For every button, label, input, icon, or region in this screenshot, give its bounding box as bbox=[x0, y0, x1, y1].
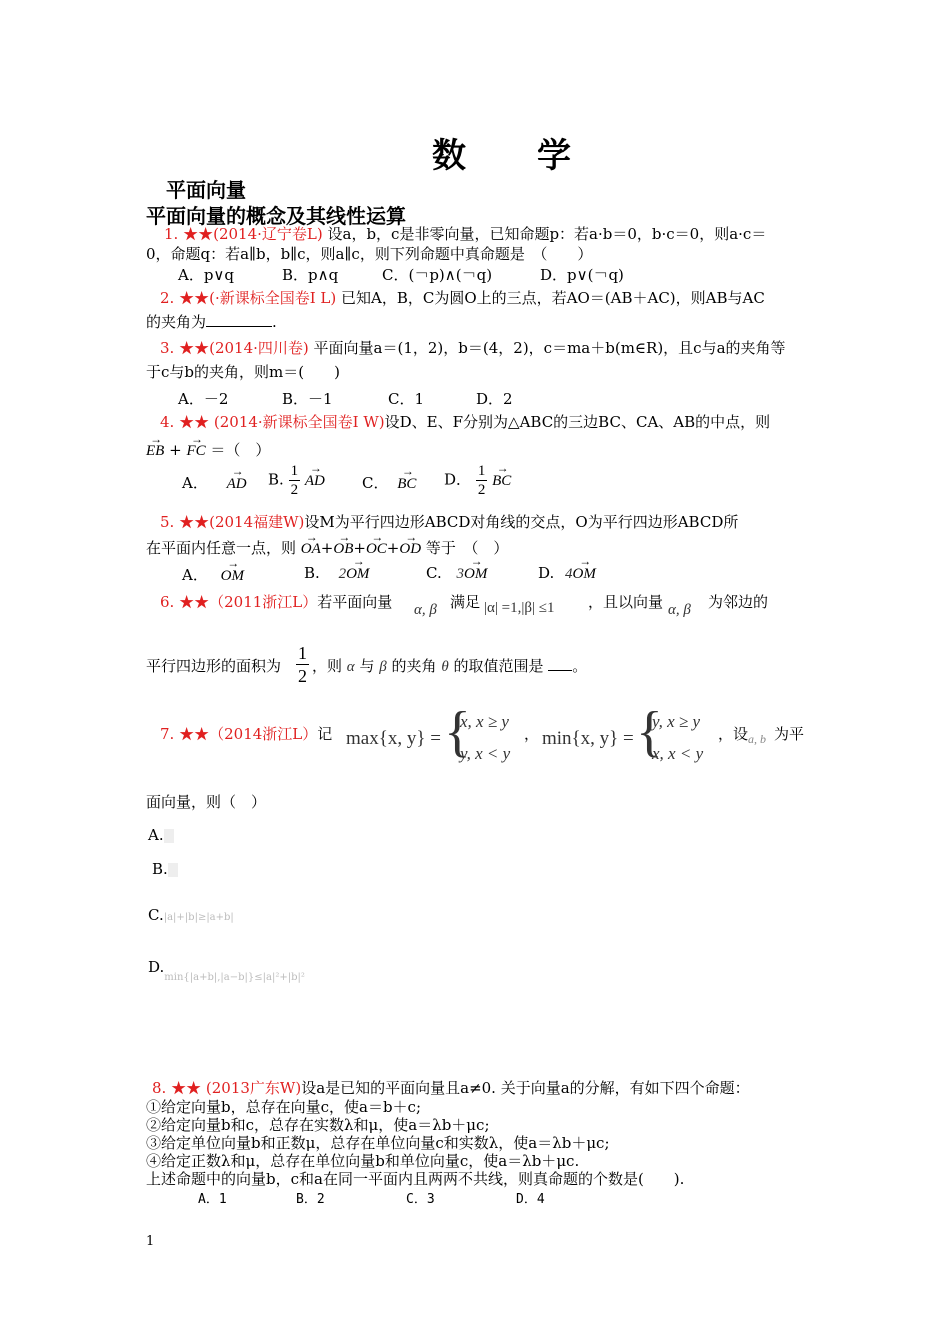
q2-line2: 的夹角为 . bbox=[146, 313, 277, 331]
q1-option-b: B．p∧q bbox=[282, 266, 339, 284]
q4-option-c bbox=[362, 472, 416, 493]
q3-number: 3. bbox=[160, 339, 175, 357]
q8-option-c: C．3 bbox=[406, 1192, 435, 1207]
vector-ad: → AD bbox=[305, 473, 325, 490]
q8-option-b: B．2 bbox=[296, 1192, 325, 1207]
q1-text-line2: 0，命题q：若a∥b，b∥c，则a∥c，则下列命题中真命题是 （ ） bbox=[146, 245, 593, 263]
q1-text-line1: 设a，b，c是非零向量，已知命题p：若a·b＝0，b·c＝0，则a·c＝ bbox=[327, 225, 767, 243]
left-brace: { bbox=[636, 701, 663, 763]
q7-option-a: A. bbox=[148, 826, 174, 844]
q8-statement-1: ①给定向量b，总存在向量c，使a＝b＋c; bbox=[146, 1098, 422, 1116]
vector-ad: → AD bbox=[227, 476, 247, 493]
q6-line2a: 平行四边形的面积为 bbox=[146, 657, 282, 675]
q2-text-line2: 的夹角为 bbox=[146, 313, 207, 331]
vector-bc: → BC bbox=[397, 476, 416, 493]
fraction-half: $\frac{1}{2}$ bbox=[290, 463, 299, 498]
max-definition-lhs: max{x, y} = bbox=[346, 728, 441, 749]
q6-text-1: 若平面向量 bbox=[317, 593, 393, 611]
q7-source: （2014浙江L） bbox=[209, 725, 318, 743]
q1-source: (2014·辽宁卷L) bbox=[213, 225, 323, 243]
question-5 bbox=[160, 512, 738, 532]
q7-stars: ★★ bbox=[179, 725, 210, 743]
q4-text-line1: 设D、E、F分别为△ABC的三边BC、CA、AB的中点，则 bbox=[384, 413, 771, 431]
question-2 bbox=[160, 288, 765, 308]
q7-option-d: $D._{min\{|a+b|,|a-b|\}\le|a|^2+|b|^2}$ bbox=[148, 958, 305, 983]
q8-text-line1: 设a是已知的平面向量且a≠0. 关于向量a的分解，有如下四个命题： bbox=[301, 1079, 750, 1097]
q5-line2: 在平面内任意一点，则 → OA+→ OB+→ OC+→ OD 等于 （ ） bbox=[146, 538, 508, 559]
q5-option-b: B. 2→ OM bbox=[304, 564, 369, 583]
q6-line2-rest: ，则 α 与 β 的夹角 θ 的取值范围是 。 bbox=[312, 657, 588, 675]
q2-stars: ★★ bbox=[179, 289, 210, 307]
answer-blank bbox=[548, 670, 572, 671]
q4-source: (2014·新课标全国卷Ⅰ W) bbox=[213, 413, 385, 431]
vector-oc: → OC bbox=[366, 539, 387, 559]
max-case-1: x, x ≥ y bbox=[460, 712, 509, 731]
q5-opt-c-label: C. bbox=[426, 564, 442, 582]
vector-om: → OM bbox=[346, 566, 369, 583]
subsection-heading: 平面向量的概念及其线性运算 bbox=[146, 204, 406, 228]
q3-stars: ★★ bbox=[179, 339, 210, 357]
q5-option-d: D. 4→ OM bbox=[538, 564, 596, 583]
q8-statement-2: ②给定向量b和c，总存在实数λ和μ，使a＝λb＋μc; bbox=[146, 1116, 490, 1134]
missing-formula-image bbox=[168, 863, 178, 877]
q3-option-d: D．2 bbox=[476, 390, 513, 408]
q6-source: （2011浙江L） bbox=[209, 593, 318, 611]
q7-text-line2: 面向量，则（ ） bbox=[146, 793, 267, 811]
q4-number: 4. bbox=[160, 413, 175, 431]
left-brace: { bbox=[444, 701, 471, 763]
question-6 bbox=[160, 592, 392, 612]
q6-vectors-alpha-beta: α, β bbox=[414, 602, 437, 618]
q2-number: 2. bbox=[160, 289, 175, 307]
q3-option-b: B．－1 bbox=[282, 390, 333, 408]
q7-text-1: 记 bbox=[317, 725, 333, 743]
q4-option-a bbox=[182, 472, 247, 493]
q8-statement-4: ④给定正数λ和μ，总存在单位向量b和单位向量c，使a＝λb＋μc. bbox=[146, 1152, 580, 1170]
q4-opt-d-label: D． bbox=[444, 470, 472, 489]
beta-symbol: β bbox=[379, 659, 387, 675]
answer-blank bbox=[206, 326, 272, 327]
question-4 bbox=[160, 412, 770, 432]
vector-oa: → OA bbox=[301, 539, 321, 559]
q1-number: 1. bbox=[164, 225, 179, 243]
q5-opt-d-label: D. bbox=[538, 564, 555, 582]
q3-option-a: A．－2 bbox=[178, 390, 229, 408]
q5-text-line1: 设M为平行四边形ABCD对角线的交点，O为平行四边形ABCD所 bbox=[304, 513, 739, 531]
vector-ob: → OB bbox=[333, 539, 353, 559]
q3-text-line1: 平面向量a＝(1，2)，b＝(4，2)，c＝ma＋b(m∈R)，且c与a的夹角等 bbox=[313, 339, 786, 357]
q8-statement-3: ③给定单位向量b和正数μ，总存在单位向量c和实数λ，使a＝λb＋μc; bbox=[146, 1134, 610, 1152]
q1-option-d: D．p∨(￢q) bbox=[540, 266, 624, 284]
question-1 bbox=[164, 224, 766, 244]
q7-comma: ， bbox=[524, 725, 540, 743]
min-case-1: y, x ≥ y bbox=[652, 712, 701, 731]
vector-bc: → BC bbox=[492, 473, 511, 490]
question-8 bbox=[152, 1078, 750, 1098]
q2-source: (·新课标全国卷Ⅰ L) bbox=[209, 289, 337, 307]
q4-expression bbox=[146, 440, 270, 461]
q1-option-c: C．(￢p)∧(￢q) bbox=[382, 266, 493, 284]
q8-conclusion: 上述命题中的向量b，c和a在同一平面内且两两不共线，则真命题的个数是( ). bbox=[146, 1170, 685, 1188]
theta-symbol: θ bbox=[441, 659, 449, 675]
q4-opt-c-label: C． bbox=[362, 474, 389, 492]
q6-vectors-alpha-beta-2: α, β bbox=[668, 602, 691, 618]
q4-opt-b-label: B. bbox=[268, 470, 284, 489]
vector-om: → OM bbox=[464, 566, 487, 583]
vector-om: → OM bbox=[573, 566, 596, 583]
q8-stars: ★★ bbox=[171, 1079, 202, 1097]
q2-text-line1: 已知A，B，C为圆O上的三点，若AO＝(AB＋AC)，则AB与AC bbox=[341, 289, 765, 307]
section-heading: 平面向量 bbox=[166, 178, 246, 202]
min-definition-lhs: min{x, y} = bbox=[542, 728, 634, 749]
page-title: 数 学 bbox=[432, 136, 572, 176]
q5-option-a bbox=[182, 564, 244, 585]
q1-option-a: A．p∨q bbox=[178, 266, 235, 284]
q7-number: 7. bbox=[160, 725, 175, 743]
q7-text-3: 为平 bbox=[774, 725, 805, 743]
question-7 bbox=[160, 724, 332, 744]
fraction-half: $\frac{1}{2}$ bbox=[477, 463, 486, 498]
q4-tail: ＝（ ） bbox=[210, 441, 271, 459]
vector-fc: → FC bbox=[186, 441, 205, 461]
q8-option-d: D．4 bbox=[516, 1192, 545, 1207]
q5-text-line2a: 在平面内任意一点，则 bbox=[146, 539, 297, 557]
q6-stars: ★★ bbox=[179, 593, 210, 611]
q5-stars: ★★ bbox=[179, 513, 210, 531]
faint-formula: min{|a+b|,|a−b|}≤|a|²+|b|² bbox=[164, 972, 305, 983]
q7-text-2: ，设 bbox=[718, 725, 749, 743]
q6-text-3: ，且以向量 bbox=[588, 593, 664, 611]
missing-formula-image bbox=[164, 829, 174, 843]
question-3 bbox=[160, 338, 786, 358]
q5-number: 5. bbox=[160, 513, 175, 531]
q3-source: (2014·四川卷) bbox=[209, 339, 309, 357]
q4-stars: ★★ bbox=[179, 413, 210, 431]
q6-text-2: 满足 bbox=[450, 593, 481, 611]
min-case-2: x, x < y bbox=[652, 744, 704, 763]
q8-option-a: A．1 bbox=[198, 1192, 227, 1207]
q5-opt-b-label: B. bbox=[304, 564, 320, 582]
fraction-half: $\frac{1}{2}$ bbox=[298, 643, 307, 686]
vector-od: → OD bbox=[399, 539, 421, 559]
q3-text-line2: 于c与b的夹角，则m＝( ) bbox=[146, 363, 340, 381]
q4-option-d bbox=[444, 462, 511, 499]
faint-formula: |a|+|b|≥|a+b| bbox=[163, 912, 234, 923]
alpha-symbol: α bbox=[346, 659, 355, 675]
q6-condition: |α| =1,|β| ≤1 bbox=[484, 600, 555, 616]
vector-om: → OM bbox=[221, 568, 244, 585]
q5-text-line2b: 等于 （ ） bbox=[425, 539, 509, 557]
q1-stars: ★★ bbox=[183, 225, 214, 243]
q3-option-c: C．1 bbox=[388, 390, 425, 408]
q5-source: (2014福建W) bbox=[209, 513, 305, 531]
q4-opt-a-label: A． bbox=[182, 474, 208, 492]
q6-fraction bbox=[296, 642, 309, 687]
q4-option-b bbox=[268, 462, 325, 499]
q5-option-c: C. 3→ OM bbox=[426, 564, 487, 583]
q8-source: (2013广东W) bbox=[205, 1079, 302, 1097]
q7-ab: a, b bbox=[748, 732, 766, 746]
q7-option-c: C.|a|+|b|≥|a+b| bbox=[148, 906, 234, 924]
q6-number: 6. bbox=[160, 593, 175, 611]
max-case-2: y, x < y bbox=[460, 744, 511, 763]
page-number: 1 bbox=[146, 1234, 155, 1249]
q8-number: 8. bbox=[152, 1079, 167, 1097]
vector-eb: → EB bbox=[146, 441, 164, 461]
q5-opt-a-label: A． bbox=[182, 566, 208, 584]
q7-option-b: B. bbox=[152, 860, 178, 878]
q6-text-4: 为邻边的 bbox=[708, 593, 769, 611]
q4-plus: + bbox=[169, 441, 182, 459]
